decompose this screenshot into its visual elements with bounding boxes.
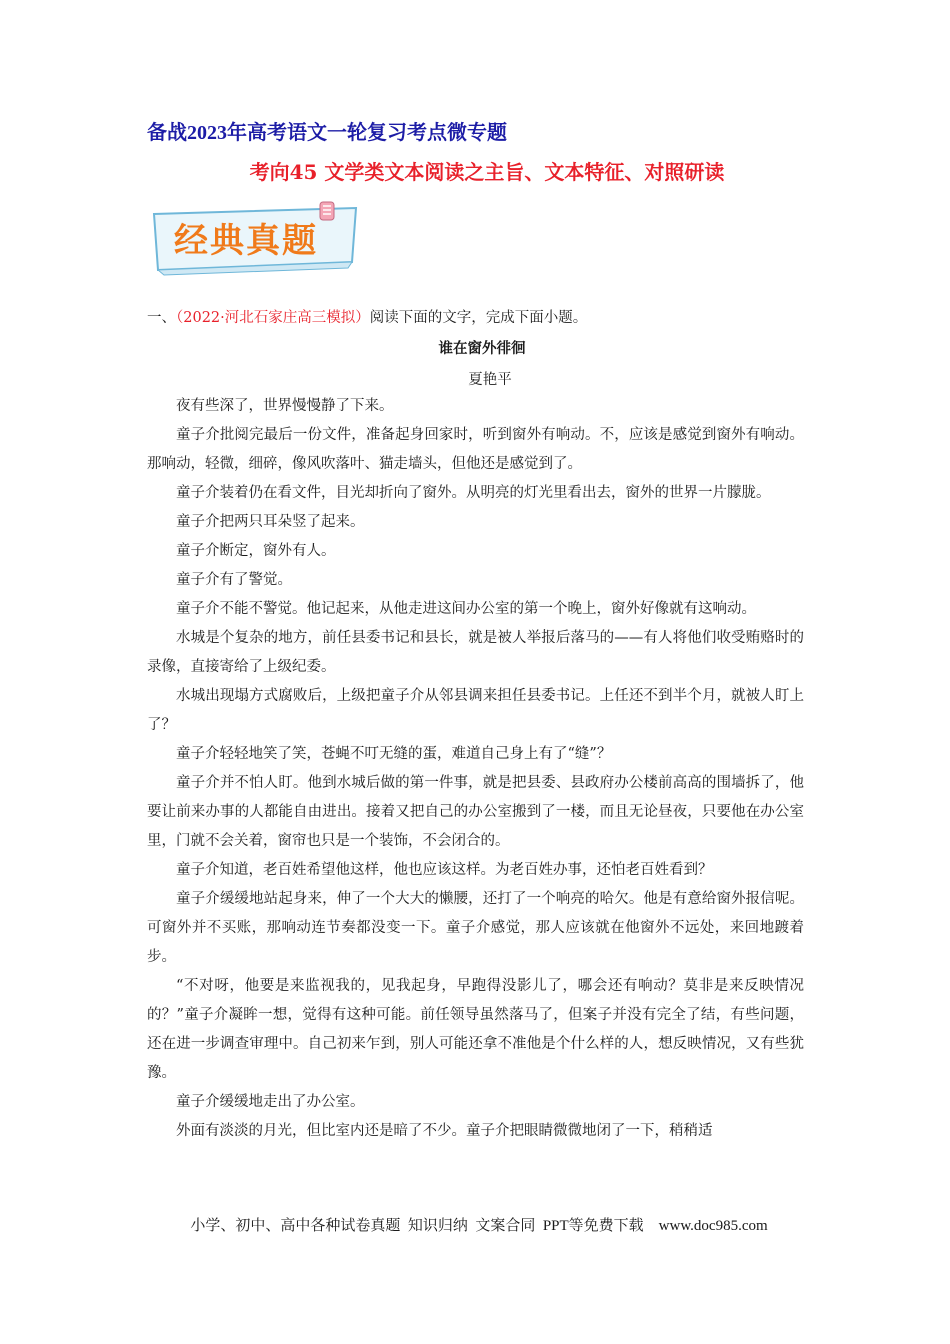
section-banner [148,200,368,278]
article-paragraph: 童子介缓缓地站起身来，伸了一个大大的懒腰，还打了一个响亮的哈欠。他是有意给窗外报信呢。可窗外并不买账，那响动连节奏都没变一下。童子介感觉，那人应该就在他窗外不远处，来回地踱着步。 [147,891,804,965]
article-paragraph: 童子介有了警觉。 [176,572,292,588]
banner-text: 经典真题 [174,221,318,261]
article-paragraph: “不对呀，他要是来监视我的，见我起身，早跑得没影儿了，哪会还有响动？莫非是来反映情况的？”童子介凝眸一想，觉得有这种可能。前任领导虽然落马了，但案子并没有完全了结，有些问题，还在进一步调查审理中。自己初来乍到，别人可能还拿不准他是个什么样的人，想反映情况，又有些犹豫。 [147,978,804,1081]
article-paragraph: 夜有些深了，世界慢慢静了下来。 [176,398,394,414]
article-paragraph: 外面有淡淡的月光，但比室内还是暗了不少。童子介把眼睛微微地闭了一下，稍稍适 [176,1123,713,1139]
document-subtitle: 考向45 文学类文本阅读之主旨、文本特征、对照研读 [249,160,725,184]
article-paragraph: 童子介不能不警觉。他记起来，从他走进这间办公室的第一个晚上，窗外好像就有这响动。 [176,601,756,617]
question-source: （2022·河北石家庄高三模拟） [176,310,370,326]
article-paragraph: 水城出现塌方式腐败后，上级把童子介从邻县调来担任县委书记。上任还不到半个月，就被人盯上了？ [147,688,804,733]
question-line [147,306,587,327]
article-paragraph: 童子介缓缓地走出了办公室。 [176,1094,365,1110]
article-paragraph: 童子介轻轻地笑了笑，苍蝇不叮无缝的蛋，难道自己身上有了“缝”？ [176,746,612,762]
article-paragraph: 童子介断定，窗外有人。 [176,543,336,559]
article-paragraph: 童子介装着仍在看文件，目光却折向了窗外。从明亮的灯光里看出去，窗外的世界一片朦胧。 [176,485,771,501]
article-paragraph: 童子介把两只耳朵竖了起来。 [176,514,365,530]
banner-graphic [148,200,368,278]
article-body [147,392,804,1146]
article-paragraph: 水城是个复杂的地方，前任县委书记和县长，就是被人举报后落马的——有人将他们收受贿赂时的录像，直接寄给了上级纪委。 [147,630,804,675]
article-title: 谁在窗外徘徊 [438,340,526,357]
page-footer: 小学、初中、高中各种试卷真题 知识归纳 文案合同 PPT等免费下载 www.doc985.com [190,1218,768,1234]
question-number: 一、 [147,310,176,326]
question-instruction: 阅读下面的文字，完成下面小题。 [369,310,588,326]
article-paragraph: 童子介并不怕人盯。他到水城后做的第一件事，就是把县委、县政府办公楼前高高的围墙拆了，他要让前来办事的人都能自由进出。接着又把自己的办公室搬到了一楼，而且无论昼夜，只要他在办公室里，门就不会关着，窗帘也只是一个装饰，不会闭合的。 [147,775,804,849]
paper-clip-icon [320,202,334,220]
article-author: 夏艳平 [468,372,512,388]
article-paragraph: 童子介知道，老百姓希望他这样，他也应该这样。为老百姓办事，还怕老百姓看到？ [176,862,713,878]
document-title: 备战2023年高考语文一轮复习考点微专题 [147,122,507,144]
article-paragraph: 童子介批阅完最后一份文件，准备起身回家时，听到窗外有响动。不，应该是感觉到窗外有响动。那响动，轻微，细碎，像风吹落叶、猫走墙头，但他还是感觉到了。 [147,427,804,472]
